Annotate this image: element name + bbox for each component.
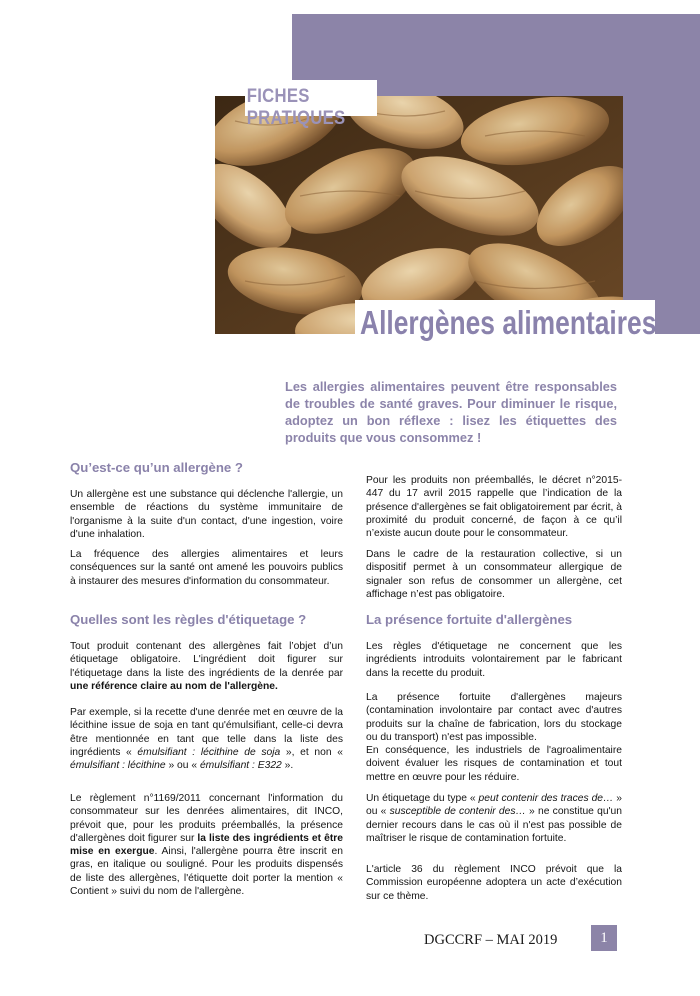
footer-text: DGCCRF – MAI 2019 — [424, 932, 558, 948]
fortuitous-paragraph-4 — [366, 863, 622, 903]
non-packaged-p1: Pour les produits non préemballés, le décret n°2015-447 du 17 avril 2015 rappelle que l’indication de la présence d'allergènes se fait obligatoirement par écrit, à proximité du produit concerné, de façon à ce qu’il n’existe aucun doute pour le consommateur. — [366, 475, 622, 540]
heading-rules: Quelles sont les règles d'étiquetage ? — [70, 612, 307, 627]
rules-p1-text: Tout produit contenant des allergènes fait l’objet d’un étiquetage obligatoire. L'ingrédient doit figurer sur l'étiquetage dans la liste des ingrédients de la denrée par — [70, 641, 343, 679]
rules-paragraph-3 — [70, 792, 343, 898]
allergen-definition — [70, 488, 343, 541]
rules-p2-a: Par exemple, si la recette d'une denrée met en œuvre de la lécithine issue de soja en tant qu'émulsifiant, celle-ci devra être mentionnée en tant que telle dans la liste des ingrédients « — [70, 707, 343, 758]
non-packaged-paragraph-2 — [366, 548, 622, 601]
fortuitous-p3-e: » ne constitue qu'un dernier recours dans le cas où il n'est pas possible de maîtriser le risque de contamination fortuite. — [366, 806, 622, 844]
fortuitous-paragraph-2 — [366, 691, 622, 784]
fortuitous-paragraph-1 — [366, 640, 622, 680]
rules-p2-e: » ou « — [165, 760, 200, 772]
rules-p2 — [70, 706, 343, 772]
rules-p2-d: émulsifiant : lécithine — [70, 760, 166, 772]
heading-fortuitous: La présence fortuite d'allergènes — [366, 612, 573, 627]
intro-text: Les allergies alimentaires peuvent être responsables de troubles de santé graves. Pour diminuer le risque, adoptez un bon réflexe : lisez les étiquettes des produits que vous consommez ! — [285, 379, 617, 445]
fortuitous-p3-b: peut contenir des traces de… — [478, 793, 614, 804]
fortuitous-p2a: La présence fortuite d'allergènes majeurs (contamination involontaire par contact avec d'autres produits sur la chaîne de fabrication, lors du stockage ou du transport) n'est pas impossible. — [366, 692, 622, 743]
fortuitous-p2b: En conséquence, les industriels de l'agroalimentaire doivent évaluer les risques de contamination et tout mettre en œuvre pour les réduire. — [366, 745, 622, 783]
page-title: Allergènes alimentaires — [360, 304, 657, 341]
fortuitous-p3 — [366, 792, 622, 845]
page-number: 1 — [591, 925, 617, 951]
fortuitous-p3-d: susceptible de contenir des… — [389, 806, 526, 818]
rules-p1-bold: une référence claire au nom de l'allergène. — [70, 680, 278, 692]
rules-p2-g: ». — [281, 760, 294, 772]
allergen-frequency — [70, 548, 343, 588]
rules-p3 — [70, 792, 343, 898]
fortuitous-p1: Les règles d'étiquetage ne concernent que les ingrédients introduits volontairement par le fabricant dans la recette du produit. — [366, 641, 622, 679]
peanuts-photo — [215, 96, 623, 334]
fortuitous-paragraph-3 — [366, 792, 622, 845]
rules-p2-c: », et non « — [280, 746, 343, 758]
fortuitous-p3-a: Un étiquetage du type « — [366, 793, 479, 804]
rules-p3-bold: la liste des ingrédients et être mise en exergue — [70, 832, 344, 858]
rules-paragraph-2 — [70, 706, 343, 772]
fortuitous-p4: L'article 36 du règlement INCO prévoit que la Commission européenne adoptera un acte d’exécution sur ce thème. — [366, 864, 622, 902]
allergen-p1: Un allergène est une substance qui déclenche l'allergie, un ensemble de réactions du système immunitaire de l'organisme à la suite d'un contact, d'une ingestion, voire d'une inhalation. — [70, 489, 343, 540]
rules-p3-c: . Ainsi, l'allergène pourra être inscrit en gras, en italique ou souligné. Pour les produits dispensés de liste des allergènes, l'étiquette doit porter la mention « Contient » suivi du nom de l'allergène. — [70, 846, 343, 898]
rules-p2-b: émulsifiant : lécithine de soja — [137, 746, 281, 758]
fortuitous-p3-c: » ou « — [366, 793, 622, 818]
heading-allergen: Qu’est-ce qu’un allergène ? — [70, 460, 243, 475]
rules-p3-a: Le règlement n°1169/2011 concernant l'information du consommateur sur les denrées alimentaires, dit INCO, prévoit que, pour les produits préemballés, la présence d'allergènes doit figurer sur — [70, 793, 343, 844]
peanuts-illustration — [215, 96, 623, 334]
rules-p2-f: émulsifiant : E322 — [199, 760, 282, 772]
rules-paragraph-1 — [70, 640, 343, 693]
non-packaged-paragraph-1 — [366, 474, 622, 540]
allergen-p2: La fréquence des allergies alimentaires et leurs conséquences sur la santé ont amené les pouvoirs publics à instaurer des mesures d'information du consommateur. — [70, 549, 343, 587]
brand-label: FICHES PRATIQUES — [245, 80, 377, 116]
rules-p1 — [70, 640, 343, 693]
non-packaged-p2: Dans le cadre de la restauration collective, si un dispositif permet à un consommateur allergique de signaler son refus de consommer un allergène, cet affichage n’est pas obligatoire. — [366, 549, 622, 600]
